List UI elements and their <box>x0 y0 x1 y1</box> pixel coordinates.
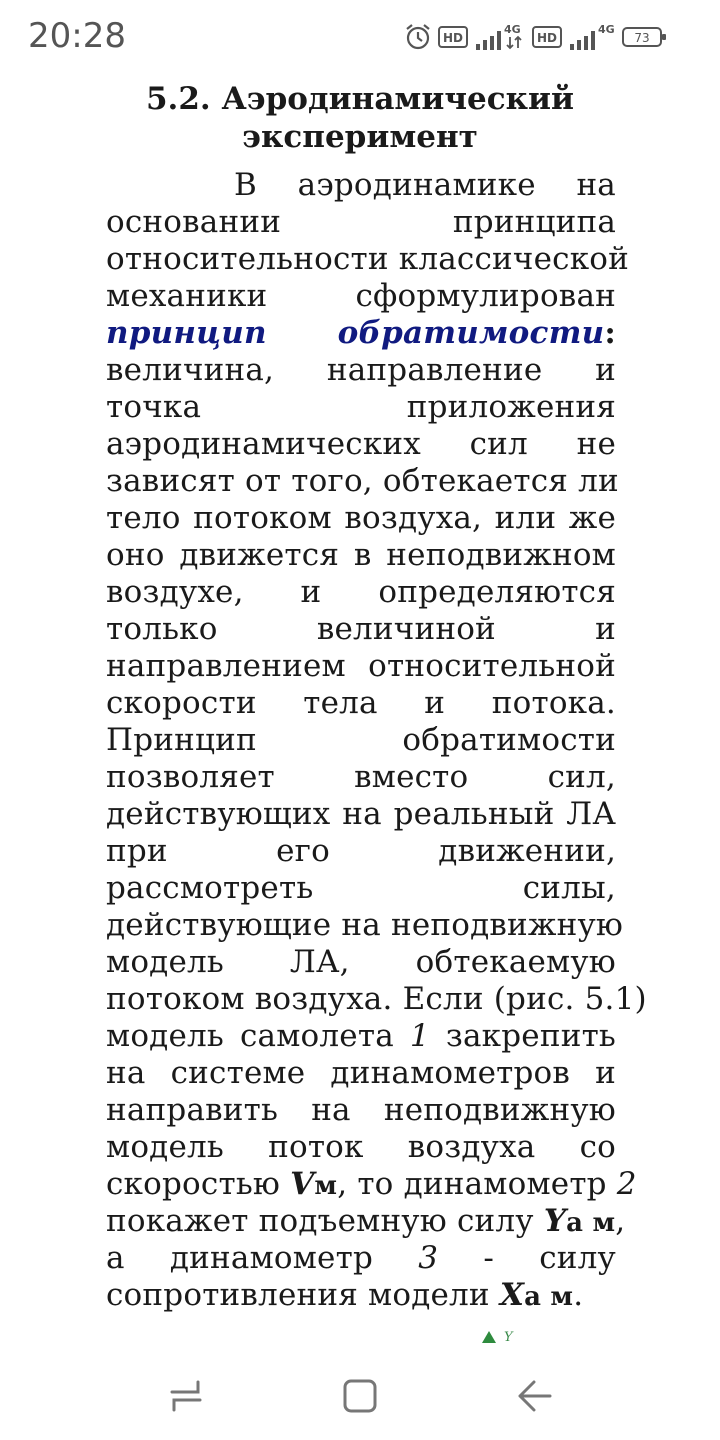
section-title <box>0 80 720 156</box>
text-line: зависят от того, обтекается ли <box>106 463 619 499</box>
text-line: только величиной и <box>106 611 616 647</box>
hd-icon <box>438 26 468 48</box>
text-line: точка приложения <box>106 389 616 425</box>
recent-apps-icon <box>168 1378 204 1418</box>
text-line: В аэродинамике на <box>234 167 616 203</box>
text-line: механики сформулирован <box>106 278 616 314</box>
term-highlight: принцип <box>106 315 267 351</box>
text-line: оно движется в неподвижном <box>106 537 616 573</box>
text-line: скоростью Vм, то динамометр 2 <box>106 1166 637 1202</box>
formula-subscript: а м <box>524 1282 574 1312</box>
text-line: величина, направление и <box>106 352 616 388</box>
svg-text:4G: 4G <box>504 23 521 36</box>
text-line: покажет подъемную силу Yа м, <box>106 1203 626 1239</box>
back-button[interactable] <box>510 1374 558 1422</box>
text-line: Принцип обратимости <box>106 722 616 758</box>
text-line: позволяет вместо сил, <box>106 759 616 795</box>
signal-4g-icon <box>474 22 526 52</box>
status-time: 20:28 <box>28 16 126 56</box>
section-title-line: эксперимент <box>242 119 478 155</box>
text-line: при его движении, <box>106 833 616 869</box>
svg-text:HD: HD <box>536 31 558 45</box>
hd-icon <box>532 26 562 48</box>
figure-number: 1 <box>409 1018 430 1054</box>
status-bar <box>0 0 720 76</box>
home-icon <box>342 1378 378 1418</box>
text-line: потоком воздуха. Если (рис. 5.1) <box>106 981 647 1017</box>
battery-icon <box>622 25 668 49</box>
home-button[interactable] <box>336 1374 384 1422</box>
text-line: рассмотреть силы, <box>106 870 616 906</box>
formula-subscript: м <box>314 1171 338 1201</box>
text-line: тело потоком воздуха, или же <box>106 500 616 536</box>
figure-number: 2 <box>616 1166 637 1202</box>
recent-apps-button[interactable] <box>162 1374 210 1422</box>
svg-text:HD: HD <box>442 31 464 45</box>
text-line: модель ЛА, обтекаемую <box>106 944 616 980</box>
text-line: действующие на неподвижную <box>106 907 624 943</box>
figure-number: 3 <box>418 1240 439 1276</box>
section-title-line: 5.2. Аэродинамический <box>145 81 574 117</box>
navigation-bar <box>0 1356 720 1440</box>
text-line: принцип обратимости: <box>106 315 616 351</box>
figure-preview <box>482 1328 513 1347</box>
text-line: действующих на реальный ЛА <box>106 796 616 832</box>
text-line: модель самолета 1 закрепить <box>106 1018 616 1054</box>
document-text <box>106 167 647 1314</box>
formula-symbol: V <box>290 1166 315 1202</box>
svg-text:4G: 4G <box>598 23 615 36</box>
text-line: скорости тела и потока. <box>106 685 616 721</box>
text-line: направить на неподвижную <box>106 1092 616 1128</box>
formula-symbol: Y <box>543 1203 567 1239</box>
term-highlight: обратимости <box>337 315 605 351</box>
formula-symbol: X <box>499 1277 525 1313</box>
text-line: сопротивления модели Xа м. <box>106 1277 584 1313</box>
arrow-up-icon <box>482 1328 496 1347</box>
formula-subscript: а м <box>566 1208 616 1238</box>
text-line: относительности классической <box>106 241 630 277</box>
alarm-icon <box>404 23 432 51</box>
text-line: а динамометр 3 - силу <box>106 1240 616 1276</box>
text-line: модель поток воздуха со <box>106 1129 616 1165</box>
back-icon <box>516 1378 552 1418</box>
figure-axis-label: Y <box>504 1330 513 1345</box>
signal-4g-icon <box>568 22 616 52</box>
text-line: воздухе, и определяются <box>106 574 616 610</box>
text-line: на системе динамометров и <box>106 1055 616 1091</box>
status-icons <box>404 20 668 54</box>
svg-text:73: 73 <box>634 31 650 45</box>
text-line: аэродинамических сил не <box>106 426 616 462</box>
text-line: направлением относительной <box>106 648 616 684</box>
text-line: основании принципа <box>106 204 616 240</box>
